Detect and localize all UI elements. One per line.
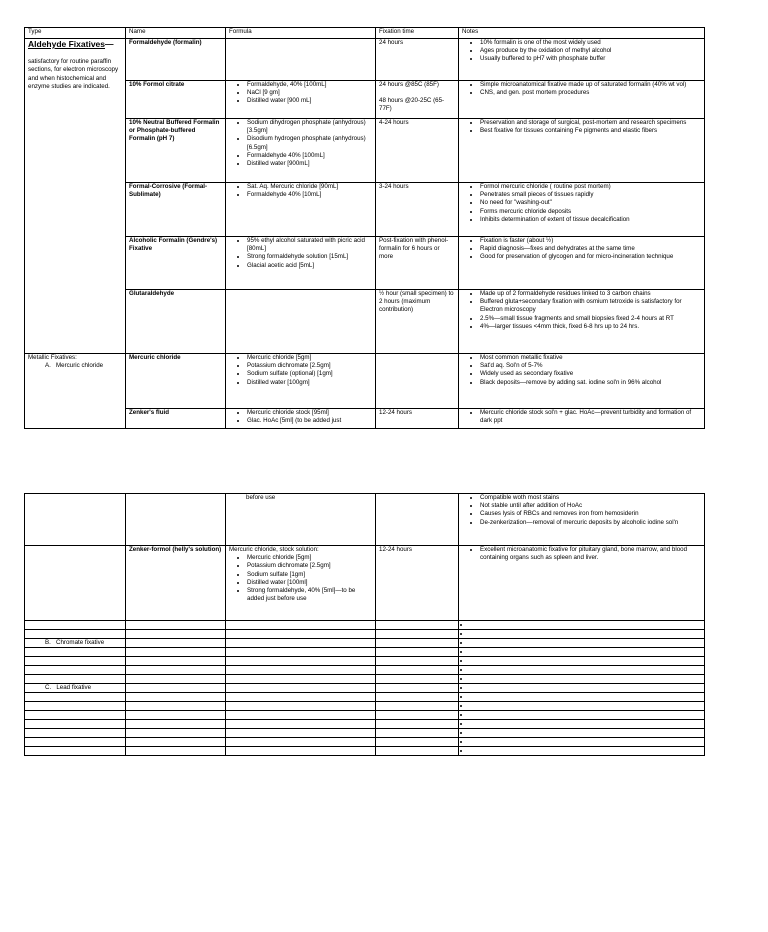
notes-list — [462, 354, 701, 387]
notes-cell — [459, 720, 705, 729]
aldehyde-rows — [25, 39, 705, 354]
list-item — [470, 648, 701, 656]
list-item: • Causes lysis of RBCs and removes iron from hemosiderin — [480, 510, 701, 518]
table-row — [25, 237, 705, 290]
list-item: • Sodium sulfate (optional) [1gm] — [247, 370, 372, 378]
notes-cell — [459, 119, 705, 183]
notes-cell — [459, 494, 705, 546]
fixation-cell — [376, 354, 459, 409]
notes-cell — [459, 648, 705, 657]
notes-list — [462, 675, 701, 683]
fixatives-table-page-2 — [24, 493, 705, 756]
list-item: • Best fixative for tissues containing Fe pigments and elastic fibers — [480, 127, 701, 135]
formula-cell — [226, 290, 376, 354]
fixative-name: Mercuric chloride — [129, 354, 181, 361]
name-cell — [126, 546, 226, 621]
empty-row — [25, 648, 705, 657]
name-cell — [126, 494, 226, 546]
header-name: Name — [126, 28, 226, 39]
empty-row — [25, 702, 705, 711]
fixation-cell — [376, 729, 459, 738]
type-cell — [25, 711, 126, 720]
list-item: • Distilled water [900mL] — [247, 160, 372, 168]
formula-list — [229, 119, 372, 168]
list-item: • Potassium dichromate [2.5gm] — [247, 562, 372, 570]
notes-cell — [459, 81, 705, 119]
formula-list — [229, 183, 372, 199]
formula-cell — [226, 354, 376, 409]
formula-cell — [226, 720, 376, 729]
empty-row — [25, 738, 705, 747]
empty-row — [25, 711, 705, 720]
list-item — [470, 747, 701, 755]
type-cell — [25, 494, 126, 546]
notes-list — [462, 621, 701, 629]
list-item — [470, 711, 701, 719]
fixation-time: ½ hour (small specimen) to 2 hours (maximum contribution) — [379, 290, 454, 314]
list-item: • 95% ethyl alcohol saturated with picric acid [80mL] — [247, 237, 372, 253]
notes-list — [462, 630, 701, 638]
formula-list — [229, 354, 372, 387]
type-cell — [25, 738, 126, 747]
fixation-cell — [376, 648, 459, 657]
name-cell — [126, 720, 226, 729]
fixation-cell — [376, 693, 459, 702]
list-item — [470, 738, 701, 746]
list-item: • Buffered gluta+secondary fixation with osmium tetroxide is satisfactory for Electron microscopy — [480, 298, 701, 314]
fixative-name: Glutaraldehyde — [129, 290, 175, 297]
name-cell — [126, 290, 226, 354]
type-cell — [25, 354, 126, 429]
list-item: • Formol mercuric chloride ( routine post mortem) — [480, 183, 701, 191]
notes-list — [462, 657, 701, 665]
formula-cell — [226, 729, 376, 738]
name-cell — [126, 621, 226, 630]
list-item — [470, 675, 701, 683]
notes-cell — [459, 290, 705, 354]
notes-cell — [459, 684, 705, 693]
list-item: • Compatible woth most stains — [480, 494, 701, 502]
notes-list — [462, 702, 701, 710]
notes-cell — [459, 630, 705, 639]
list-item: • Strong formaldehyde, 40% [5ml]—to be added just before use — [247, 587, 372, 603]
type-cell — [25, 639, 126, 648]
fixation-cell — [376, 119, 459, 183]
list-item: • Preservation and storage of surgical, post-mortem and research specimens — [480, 119, 701, 127]
list-item — [470, 702, 701, 710]
type-subtitle: A. Mercuric chloride — [45, 362, 104, 370]
formula-list — [229, 81, 372, 106]
notes-cell — [459, 666, 705, 675]
empty-row — [25, 666, 705, 675]
notes-cell — [459, 639, 705, 648]
list-item: • Distilled water [900 mL] — [247, 97, 372, 105]
list-item: • Mercuric chloride [5gm] — [247, 354, 372, 362]
notes-list — [462, 648, 701, 656]
notes-list — [462, 639, 701, 647]
type-subtitle: C. Lead fixative — [45, 684, 92, 692]
type-cell — [25, 747, 126, 756]
list-item: • Fixation is faster (about ½) — [480, 237, 701, 245]
fixation-cell — [376, 39, 459, 81]
list-item: • Good for preservation of glycogen and for micro-incineration technique — [480, 253, 701, 261]
fixation-cell — [376, 290, 459, 354]
fixation-cell — [376, 747, 459, 756]
type-cell — [25, 39, 126, 354]
formula-cell — [226, 675, 376, 684]
formula-list — [229, 409, 372, 425]
type-description: satisfactory for routine paraffin sections, for electron microscopy and when histochemical and enzyme studies are indicated. — [28, 58, 119, 90]
header-type: Type — [25, 28, 126, 39]
list-item: • 4%—larger tissues <4mm thick, fixed 6-8 hrs up to 24 hrs. — [480, 323, 701, 331]
fixation-time: 3-24 hours — [379, 183, 409, 190]
notes-list — [462, 747, 701, 755]
list-item: • Ages produce by the oxidation of methyl alcohol — [480, 47, 701, 55]
name-cell — [126, 237, 226, 290]
fixation-cell — [376, 702, 459, 711]
formula-cell — [226, 119, 376, 183]
formula-cell — [226, 630, 376, 639]
fixation-cell — [376, 639, 459, 648]
list-item: • Potassium dichromate [2.5gm] — [247, 362, 372, 370]
empty-row — [25, 657, 705, 666]
page-2-rows — [25, 494, 705, 756]
fixation-time: 48 hours @20-25C (65-77F) — [379, 97, 445, 113]
name-cell — [126, 747, 226, 756]
name-cell — [126, 657, 226, 666]
list-item: • Excellent microanatomic fixative for pituitary gland, bone marrow, and blood containing organs such as spleen and liver. — [480, 546, 701, 562]
formula-cell — [226, 546, 376, 621]
notes-list — [462, 666, 701, 674]
type-cell — [25, 657, 126, 666]
list-item — [470, 684, 701, 692]
list-item: • No need for "washing-out" — [480, 199, 701, 207]
list-item — [470, 639, 701, 647]
notes-cell — [459, 409, 705, 429]
empty-row — [25, 630, 705, 639]
formula-cell — [226, 183, 376, 237]
formula-intro: Mercuric chloride, stock solution: — [229, 546, 319, 553]
list-item: • Forms mercuric chloride deposits — [480, 208, 701, 216]
fixation-cell — [376, 720, 459, 729]
notes-list — [462, 119, 701, 135]
list-item: • Mercuric chloride stock [95ml] — [247, 409, 372, 417]
type-cell — [25, 666, 126, 675]
list-item: • Mercuric chloride [5gm] — [247, 554, 372, 562]
type-cell — [25, 675, 126, 684]
list-item: • Made up of 2 formaldehyde residues linked to 3 carbon chains — [480, 290, 701, 298]
list-item — [470, 666, 701, 674]
header-row — [25, 28, 705, 39]
empty-row — [25, 675, 705, 684]
fixation-cell — [376, 675, 459, 684]
list-item — [470, 621, 701, 629]
type-title: Aldehyde Fixatives — [28, 39, 106, 49]
type-cell — [25, 702, 126, 711]
list-item: • Formaldehyde 40% [10mL] — [247, 191, 372, 199]
table-row — [25, 354, 705, 409]
notes-cell — [459, 546, 705, 621]
list-item: • Not stable until after addition of HoAc — [480, 502, 701, 510]
formula-cell — [226, 39, 376, 81]
list-item: • Rapid diagnosis—fixes and dehydrates at the same time — [480, 245, 701, 253]
list-item — [470, 720, 701, 728]
name-cell — [126, 354, 226, 409]
type-title-suffix: — — [105, 39, 114, 49]
notes-cell — [459, 237, 705, 290]
formula-cell — [226, 684, 376, 693]
fixation-time: 24 hours — [379, 39, 404, 46]
notes-list — [462, 546, 701, 562]
fixation-cell — [376, 409, 459, 429]
formula-cell — [226, 738, 376, 747]
list-item: • Usually buffered to pH7 with phosphate buffer — [480, 55, 701, 63]
notes-cell — [459, 621, 705, 630]
fixation-cell — [376, 621, 459, 630]
notes-list — [462, 39, 701, 64]
name-cell — [126, 119, 226, 183]
notes-list — [462, 81, 701, 97]
notes-list — [462, 409, 701, 425]
list-item — [470, 693, 701, 701]
name-cell — [126, 702, 226, 711]
list-item: • NaCl [9 gm] — [247, 89, 372, 97]
list-item: • Inhibits determination of extent of tissue decalcification — [480, 216, 701, 224]
fixative-name: Formal-Corrosive (Formal-Sublimate) — [129, 183, 208, 199]
list-item — [470, 657, 701, 665]
list-item: • Penetrates small pieces of tissues rapidly — [480, 191, 701, 199]
notes-list — [462, 237, 701, 262]
fixative-name: Zenker-formol (helly's solution) — [129, 546, 222, 553]
header-formula: Formula — [226, 28, 376, 39]
empty-row — [25, 747, 705, 756]
table-row — [25, 81, 705, 119]
type-cell — [25, 648, 126, 657]
table-row — [25, 494, 705, 546]
name-cell — [126, 711, 226, 720]
notes-list — [462, 729, 701, 737]
formula-list — [229, 237, 372, 270]
formula-cell — [226, 648, 376, 657]
formula-cell — [226, 666, 376, 675]
list-item: • Black deposits—remove by adding sat. iodine sol'n in 96% alcohol — [480, 379, 701, 387]
notes-cell — [459, 729, 705, 738]
fixation-cell — [376, 237, 459, 290]
type-cell — [25, 693, 126, 702]
type-cell — [25, 684, 126, 693]
list-item — [470, 630, 701, 638]
type-cell — [25, 729, 126, 738]
empty-row — [25, 693, 705, 702]
fixative-name: 10% Neutral Buffered Formalin or Phosphate-buffered Formalin (pH 7) — [129, 119, 220, 143]
formula-cell — [226, 81, 376, 119]
fixation-cell — [376, 81, 459, 119]
notes-cell — [459, 747, 705, 756]
name-cell — [126, 648, 226, 657]
name-cell — [126, 729, 226, 738]
formula-cell — [226, 237, 376, 290]
name-cell — [126, 409, 226, 429]
empty-row — [25, 684, 705, 693]
table-row — [25, 39, 705, 81]
fixation-time: 12-24 hours — [379, 546, 413, 553]
list-item: • Formaldehyde 40% [100mL] — [247, 152, 372, 160]
fixation-time: Post-fixation with phenol-formalin for 6 hours or more — [379, 237, 449, 261]
empty-row — [25, 729, 705, 738]
formula-cell — [226, 639, 376, 648]
list-item: • CNS, and gen. post mortem procedures — [480, 89, 701, 97]
list-item: • 10% formalin is one of the most widely used — [480, 39, 701, 47]
formula-cell — [226, 693, 376, 702]
notes-cell — [459, 183, 705, 237]
notes-list — [462, 684, 701, 692]
metallic-rows — [25, 354, 705, 429]
fixative-name: Formaldehyde (formalin) — [129, 39, 202, 46]
notes-list — [462, 720, 701, 728]
table-row — [25, 290, 705, 354]
notes-list — [462, 183, 701, 224]
fixation-time: 12-24 hours — [379, 409, 413, 416]
list-item: • Mercuric chloride stock sol'n + glac. HoAc—prevent turbidity and formation of dark ppt — [480, 409, 701, 425]
notes-cell — [459, 702, 705, 711]
name-cell — [126, 666, 226, 675]
list-item: • Strong formaldehyde solution [15mL] — [247, 253, 372, 261]
notes-cell — [459, 39, 705, 81]
list-item: • Most common metallic fixative — [480, 354, 701, 362]
notes-cell — [459, 675, 705, 684]
fixation-cell — [376, 630, 459, 639]
notes-cell — [459, 738, 705, 747]
formula-cell — [226, 657, 376, 666]
header-notes: Notes — [459, 28, 705, 39]
type-cell — [25, 621, 126, 630]
header-fixation-time: Fixation time — [376, 28, 459, 39]
formula-cell — [226, 702, 376, 711]
fixation-cell — [376, 738, 459, 747]
notes-cell — [459, 693, 705, 702]
fixation-time: 4-24 hours — [379, 119, 409, 126]
empty-row — [25, 720, 705, 729]
type-cell — [25, 546, 126, 621]
notes-list — [462, 290, 701, 331]
list-item — [470, 729, 701, 737]
list-item: • Distilled water [100ml] — [247, 579, 372, 587]
fixation-cell — [376, 684, 459, 693]
empty-row — [25, 621, 705, 630]
name-cell — [126, 684, 226, 693]
formula-continuation: before use — [246, 494, 276, 501]
name-cell — [126, 693, 226, 702]
fixation-cell — [376, 183, 459, 237]
list-item: • Sodium dihydrogen phosphate (anhydrous) [3.5gm] — [247, 119, 372, 135]
name-cell — [126, 675, 226, 684]
name-cell — [126, 39, 226, 81]
type-cell — [25, 720, 126, 729]
fixation-time: 24 hours @85C (85F) — [379, 81, 439, 88]
type-title: Metallic Fixatives: — [28, 354, 77, 361]
formula-cell — [226, 621, 376, 630]
fixative-name: Alcoholic Formalin (Gendre's) Fixative — [129, 237, 218, 253]
list-item: • Simple microanatomical fixative made up of saturated formalin (40% wt vol) — [480, 81, 701, 89]
list-item: • Sat. Aq. Mercuric chloride [90mL] — [247, 183, 372, 191]
notes-list — [462, 494, 701, 527]
notes-cell — [459, 354, 705, 409]
notes-list — [462, 711, 701, 719]
list-item: • De-zenkerization—removal of mercuric deposits by alcoholic iodine sol'n — [480, 519, 701, 527]
list-item: • Formaldehyde, 40% [100mL] — [247, 81, 372, 89]
empty-row — [25, 639, 705, 648]
name-cell — [126, 630, 226, 639]
notes-cell — [459, 657, 705, 666]
list-item: • 2.5%—small tissue fragments and small biopsies fixed 2-4 hours at RT — [480, 315, 701, 323]
table-row — [25, 119, 705, 183]
formula-cell — [226, 494, 376, 546]
formula-cell — [226, 711, 376, 720]
name-cell — [126, 183, 226, 237]
list-item: • Widely used as secondary fixative — [480, 370, 701, 378]
list-item: • Glac. HoAc [5ml] (to be added just — [247, 417, 372, 425]
fixation-cell — [376, 657, 459, 666]
name-cell — [126, 639, 226, 648]
formula-cell — [226, 409, 376, 429]
type-cell — [25, 630, 126, 639]
formula-list — [229, 554, 372, 603]
notes-list — [462, 693, 701, 701]
table-row — [25, 409, 705, 429]
fixation-cell — [376, 546, 459, 621]
table-row — [25, 183, 705, 237]
notes-list — [462, 738, 701, 746]
formula-cell — [226, 747, 376, 756]
fixation-cell — [376, 711, 459, 720]
fixative-name: Zenker's fluid — [129, 409, 169, 416]
name-cell — [126, 81, 226, 119]
list-item: • Sat'd aq. Sol'n of 5-7% — [480, 362, 701, 370]
fixatives-table-page-1 — [24, 27, 705, 429]
fixation-cell — [376, 494, 459, 546]
fixation-cell — [376, 666, 459, 675]
type-subtitle: B. Chromate fixative — [45, 639, 105, 646]
table-row — [25, 546, 705, 621]
fixative-name: 10% Formol citrate — [129, 81, 185, 88]
list-item: • Disodium hydrogen phosphate (anhydrous) [6.5gm] — [247, 135, 372, 151]
notes-cell — [459, 711, 705, 720]
list-item: • Distilled water [100gm] — [247, 379, 372, 387]
list-item: • Sodium sulfate [1gm] — [247, 571, 372, 579]
list-item: • Glacial acetic acid [5mL] — [247, 262, 372, 270]
name-cell — [126, 738, 226, 747]
